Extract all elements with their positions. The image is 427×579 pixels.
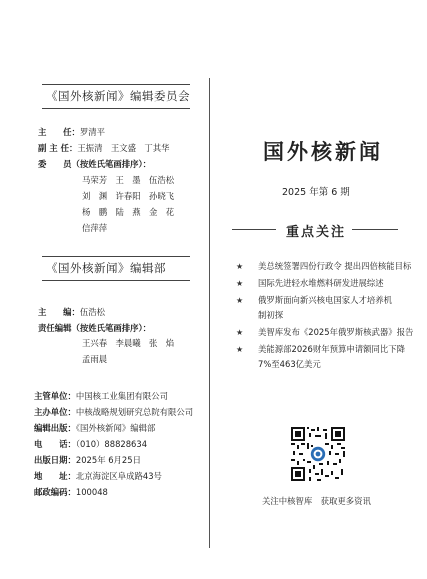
info-row: 主办单位：中核战略规划研究总院有限公司 bbox=[34, 407, 194, 417]
director-row bbox=[38, 126, 105, 139]
masthead-title: 国外核新闻 bbox=[263, 139, 383, 164]
publication-info bbox=[34, 390, 193, 502]
editorial-top-rule bbox=[42, 256, 190, 257]
list-item: ★ 国际先进轻水堆燃料研发进展综述 bbox=[236, 278, 384, 288]
chief-label: 主 编： bbox=[38, 307, 80, 317]
column-divider bbox=[209, 78, 210, 548]
info-row: 编辑出版：《国外核新闻》编辑部 bbox=[34, 423, 156, 433]
info-row: 电 话：（010）88828634 bbox=[34, 439, 148, 449]
editorial-title: 《国外核新闻》编辑部 bbox=[46, 261, 166, 275]
highlights-title: 重点关注 bbox=[286, 225, 347, 240]
chief-row bbox=[38, 306, 105, 319]
star-icon: ★ bbox=[236, 328, 244, 337]
star-icon: ★ bbox=[236, 345, 244, 354]
director-name: 罗清平 bbox=[79, 127, 105, 137]
editors-label: 责任编辑（按姓氏笔画排序）： bbox=[38, 323, 152, 333]
editors-row bbox=[38, 322, 151, 335]
editor-line: 孟雨晨 bbox=[82, 354, 108, 364]
list-item: ★ 美智库发布《2025年俄罗斯核武器》报告 bbox=[236, 327, 414, 337]
highlights-rule-left bbox=[232, 229, 276, 230]
star-icon: ★ bbox=[236, 296, 244, 305]
editorial-bottom-rule bbox=[42, 280, 190, 281]
list-item-continuation: 7%至463亿美元 bbox=[258, 359, 321, 369]
editor-line: 王兴春 李晨曦 张 焰 bbox=[82, 338, 175, 348]
committee-title: 《国外核新闻》编辑委员会 bbox=[46, 89, 190, 103]
list-item-continuation: 制初探 bbox=[258, 310, 284, 320]
info-row: 地 址：北京海淀区阜成路43号 bbox=[34, 471, 162, 481]
star-icon: ★ bbox=[236, 262, 244, 271]
info-row: 出版日期：2025年 6月25日 bbox=[34, 455, 141, 465]
members-row bbox=[38, 158, 151, 171]
member-line: 马荣芳 王 墨 伍浩松 bbox=[82, 175, 175, 185]
member-line: 信萍萍 bbox=[82, 223, 108, 233]
star-icon: ★ bbox=[236, 279, 244, 288]
qr-code[interactable] bbox=[291, 427, 345, 481]
chief-name: 伍浩松 bbox=[79, 307, 105, 317]
committee-top-rule bbox=[42, 84, 190, 85]
qr-caption: 关注中核智库 获取更多资讯 bbox=[262, 496, 371, 506]
list-item: ★ 俄罗斯面向新兴核电国家人才培养机 bbox=[236, 295, 392, 305]
highlights-list bbox=[236, 260, 414, 375]
highlights-rule-right bbox=[352, 229, 398, 230]
deputy-names: 王振清 王文盛 丁其华 bbox=[77, 143, 170, 153]
info-row: 主管单位：中国核工业集团有限公司 bbox=[34, 391, 168, 401]
members-label: 委 员（按姓氏笔画排序）： bbox=[38, 159, 152, 169]
committee-bottom-rule bbox=[42, 108, 190, 109]
member-line: 杨 鹏 陆 燕 金 花 bbox=[82, 207, 175, 217]
deputy-label: 副 主 任： bbox=[38, 143, 78, 153]
info-row: 邮政编码：100048 bbox=[34, 487, 108, 497]
issue-number: 2025 年第 6 期 bbox=[282, 187, 350, 198]
list-item: ★ 美能源部2026财年预算申请额同比下降 bbox=[236, 344, 405, 354]
list-item: ★ 美总统签署四份行政令 提出四倍核能目标 bbox=[236, 261, 412, 271]
deputy-row bbox=[38, 142, 169, 155]
member-line: 刘 渊 许春阳 孙晓飞 bbox=[82, 191, 175, 201]
director-label: 主 任： bbox=[38, 127, 80, 137]
